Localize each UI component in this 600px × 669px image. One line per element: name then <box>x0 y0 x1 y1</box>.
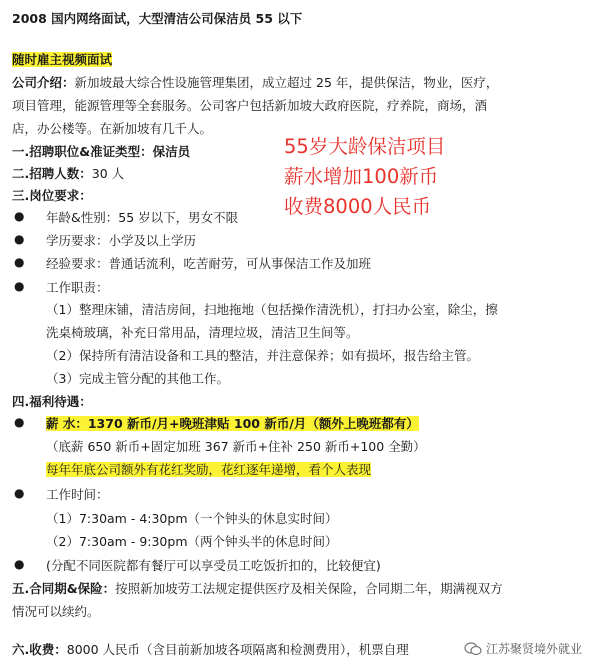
section-headcount-label: 二.招聘人数： <box>12 166 92 181</box>
bullet-icon: ● <box>14 486 25 500</box>
section-contract <box>12 580 503 598</box>
section-contract-label: 五.合同期&保险： <box>12 581 116 596</box>
duty-2: （2）保持所有清洁设备和工具的整洁，并注意保养；如有损坏，报告给主管。 <box>46 348 479 363</box>
work-time-1: （1）7:30am - 4:30pm（一个钟头的休息实时间） <box>46 511 338 526</box>
section-position <box>12 143 190 161</box>
company-intro-line3: 店，办公楼等。在新加坡有几千人。 <box>12 121 213 136</box>
req-education: 学历要求：小学及以上学历 <box>46 233 197 248</box>
meal-note: (分配不同医院都有餐厅可以享受员工吃饭折扣的，比较便宜) <box>46 558 381 573</box>
overlay-line1: 55岁大龄保洁项目 <box>284 135 446 158</box>
work-time-label: 工作时间： <box>46 487 109 502</box>
watermark <box>464 640 582 657</box>
company-intro-line2: 项目管理，能源管理等全套服务。公司客户包括新加坡大政府医院，疗养院，商场，酒 <box>12 98 488 113</box>
section-fee-text: 8000 人民币（含目前新加坡各项隔离和检测费用），机票自理 <box>66 642 409 657</box>
section-headcount-value: 30 人 <box>91 166 125 181</box>
subtitle <box>12 51 112 69</box>
bullet-icon: ● <box>14 255 25 269</box>
section-fee <box>12 641 409 659</box>
section-requirements: 三.岗位要求： <box>12 188 92 203</box>
section-fee-label: 六.收费： <box>12 642 67 657</box>
wechat-icon <box>464 642 482 656</box>
bonus-line <box>46 461 371 479</box>
section-position-value: 保洁员 <box>152 144 191 159</box>
subtitle-highlight: 随时雇主视频面试 <box>12 52 113 67</box>
req-duty-label: 工作职责： <box>46 280 109 295</box>
document-title: 2008 国内网络面试，大型清洁公司保洁员 55 以下 <box>12 11 303 26</box>
overlay-line2: 薪水增加100新币 <box>284 165 439 188</box>
section-contract-line2: 情况可以续约。 <box>12 604 100 619</box>
salary-detail: （底薪 650 新币+固定加班 367 新币+住补 250 新币+100 全勤） <box>46 439 426 454</box>
company-intro-line1 <box>12 74 498 92</box>
bullet-icon: ● <box>14 557 25 571</box>
duty-1b: 洗桌椅玻璃，补充日常用品，清理垃圾，清洁卫生间等。 <box>46 325 359 340</box>
req-experience: 经验要求：普通话流利，吃苦耐劳，可从事保洁工作及加班 <box>46 256 372 271</box>
duty-3: （3）完成主管分配的其他工作。 <box>46 371 229 386</box>
bonus-highlight: 每年年底公司额外有花红奖励，花红逐年递增，看个人表现 <box>46 462 372 477</box>
duty-1a: （1）整理床铺，清洁房间，扫地拖地（包括操作清洗机），打扫办公室，除尘，擦 <box>46 302 498 317</box>
watermark-text: 江苏聚贤境外就业 <box>485 642 582 656</box>
salary-highlight: 薪 水：1370 新币/月+晚班津贴 100 新币/月（额外上晚班都有） <box>46 416 419 431</box>
bullet-icon: ● <box>14 209 25 223</box>
bullet-icon: ● <box>14 232 25 246</box>
section-contract-text1: 按照新加坡劳工法规定提供医疗及相关保险，合同期二年，期满视双方 <box>115 581 503 596</box>
work-time-2: （2）7:30am - 9:30pm（两个钟头半的休息时间） <box>46 534 338 549</box>
section-headcount <box>12 165 124 183</box>
req-age: 年龄&性别：55 岁以下，男女不限 <box>46 210 239 225</box>
bullet-icon: ● <box>14 279 25 293</box>
section-position-label: 一.招聘职位&准证类型： <box>12 144 153 159</box>
overlay-line3: 收费8000人民币 <box>284 195 432 218</box>
bullet-icon: ● <box>14 415 25 429</box>
company-text1: 新加坡最大综合性设施管理集团，成立超过 25 年，提供保洁，物业，医疗， <box>74 75 499 90</box>
company-label: 公司介绍： <box>12 75 75 90</box>
salary-line <box>46 415 419 433</box>
section-benefits: 四.福利待遇： <box>12 394 92 409</box>
